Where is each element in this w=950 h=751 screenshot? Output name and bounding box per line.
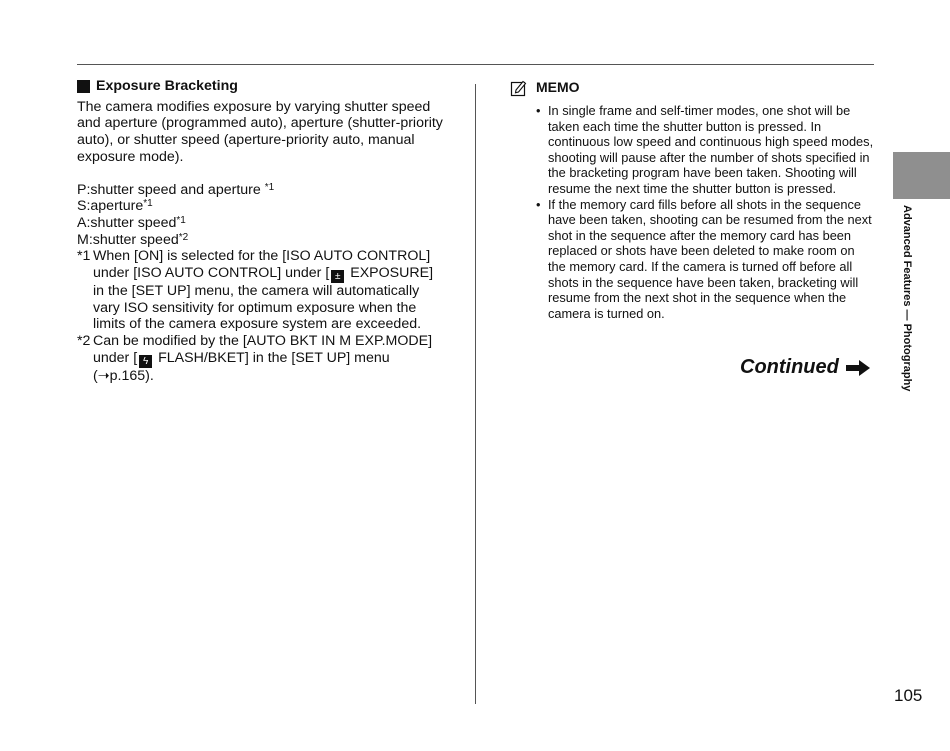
continued-label xyxy=(740,356,871,379)
section-intro: The camera modifies exposure by varying shutter speed and aperture (programmed auto), aperture (shutter-priority auto), or shutter speed (aperture-priority auto, manual exposure mode). xyxy=(77,98,443,165)
exposure-bracketing-section xyxy=(77,78,447,385)
footnote-2 xyxy=(77,333,447,384)
footnote-1 xyxy=(77,248,447,333)
column-divider xyxy=(475,84,476,704)
mode-line-p: P:shutter speed and aperture $^{*1}$ xyxy=(77,181,275,198)
section-title: Exposure Bracketing xyxy=(96,78,238,94)
memo-title: MEMO xyxy=(536,79,580,96)
memo-heading xyxy=(510,79,875,97)
section-heading xyxy=(77,78,447,95)
exposure-compensation-icon: ± xyxy=(331,270,344,283)
mode-line-s: S:aperture$^{*1}$ xyxy=(77,198,153,215)
top-rule xyxy=(77,64,874,65)
footnote-mark: *2 xyxy=(77,333,91,350)
footnote-text: When [ON] is selected for the [ISO AUTO CONTROL] under [ISO AUTO CONTROL] under [ ± EXPOSURE] in the [SET UP] menu, the camera will automatically vary ISO sensitivity for optimum exposure when the limits of the camera exposure system are exceeded. xyxy=(93,248,434,333)
mode-line-a: A:shutter speed$^{*1}$ xyxy=(77,214,186,231)
side-chapter-text: Advanced Features — Photography xyxy=(901,205,913,392)
memo-item: • If the memory card fills before all shots in the sequence have been taken, shooting can be resumed from the next shot in the sequence after the memory card has been replaced or shots have been deleted to make room on the memory card. If the camera is turned off before all shots in the sequence have been taken, bracketing will resume from the next shot in the sequence when the camera is turned on. xyxy=(537,197,875,322)
footnote-text: Can be modified by the [AUTO BKT IN M EXP.MODE] under [ ϟ FLASH/BKET] in the [SET UP] menu (➝p.165). xyxy=(93,333,433,384)
memo-box xyxy=(510,79,875,321)
memo-item: • In single frame and self-timer modes, one shot will be taken each time the shutter button is pressed. In continuous low speed and continuous high speed modes, shooting will pause after the number of shots specified in the bracketing program have been taken. Shooting will resume the next time the shutter button is pressed. xyxy=(537,103,875,197)
square-bullet-icon xyxy=(77,80,90,93)
continued-text: Continued xyxy=(740,356,839,378)
memo-list xyxy=(510,103,875,321)
side-tab xyxy=(893,152,950,199)
footnote-mark: *1 xyxy=(77,248,91,265)
side-chapter-label xyxy=(900,205,914,405)
page-number: 105 xyxy=(894,686,923,705)
mode-line-m: M:shutter speed$^{*2}$ xyxy=(77,231,189,248)
memo-pencil-icon xyxy=(510,79,528,97)
arrow-right-icon xyxy=(845,359,871,377)
flash-icon: ϟ xyxy=(139,355,152,368)
